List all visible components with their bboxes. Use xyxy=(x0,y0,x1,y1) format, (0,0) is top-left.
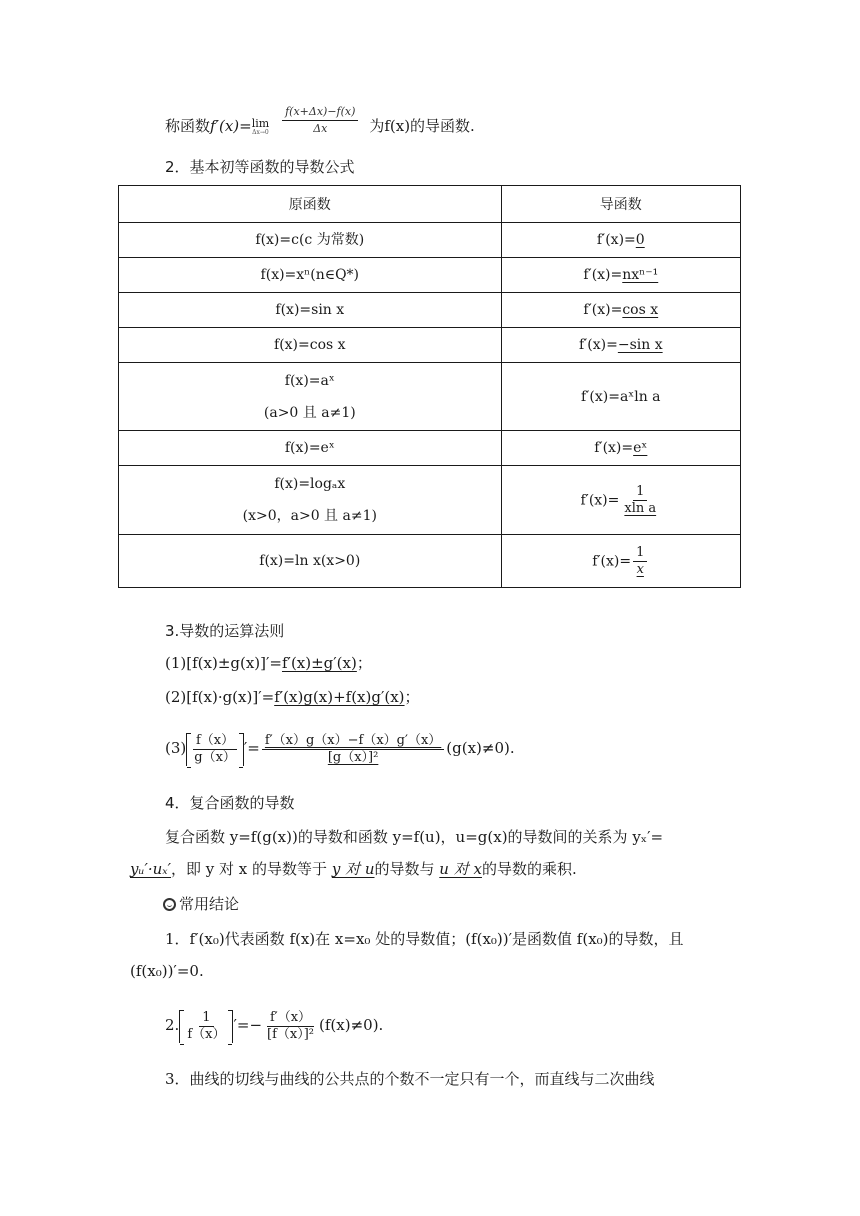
derivative-definition xyxy=(165,104,475,144)
table-row xyxy=(119,363,741,431)
orig-cell: f(x)=c(c 为常数) xyxy=(119,223,502,258)
rule-product: (2)[f(x)·g(x)]′=f′(x)g(x)+f(x)g′(x)； xyxy=(165,688,420,706)
table-row xyxy=(119,535,741,588)
deriv-cell: f′(x)=aˣln a xyxy=(501,363,740,431)
quotient-rule-fraction: $\frac{f'(x)g(x)-f(x)g'(x)}{\text{[g（x）]²}}$ xyxy=(262,733,444,766)
rule-quotient: (3) $\frac{f(x)}{g(x)}$ ′= $\frac{f'(x)g(x)-f(x)g'(x)}{\text{[g（x）]²}}$ (g(x)≠0). xyxy=(165,732,515,765)
intro-prefix: 称函数 xyxy=(165,117,211,135)
header-derivative: 导函数 xyxy=(501,186,740,223)
deriv-fraction: $\frac{1}{x}$ xyxy=(633,545,647,578)
orig-cell: f(x)=ln x(x>0) xyxy=(119,535,502,588)
table-row xyxy=(119,258,741,293)
conclusions-header: 常用结论 xyxy=(163,893,239,915)
table-row xyxy=(119,328,741,363)
intro-fprime: f′(x)= xyxy=(210,117,252,135)
intro-suffix: 为f(x)的导函数. xyxy=(369,117,475,135)
header-original: 原函数 xyxy=(119,186,502,223)
orig-cell: f(x)=logₐx (x>0，a>0 且 a≠1) xyxy=(119,466,502,535)
reciprocal-bracket: $\frac{1}{f(x)}$ xyxy=(179,1010,233,1043)
deriv-cell: f′(x)= $\frac{1}{\text{xln a}}$ xyxy=(501,466,740,535)
composite-line1: 复合函数 y=f(g(x))的导数和函数 y=f(u)，u=g(x)的导数间的关系为 yₓ′= xyxy=(165,828,664,846)
derivative-table xyxy=(118,185,741,588)
conclusion-1-line2: (f(x₀))′=0. xyxy=(130,962,204,980)
deriv-answer: −sin x xyxy=(617,337,663,353)
section3-title: 3.导数的运算法则 xyxy=(165,622,285,640)
table-row xyxy=(119,223,741,258)
reciprocal-fraction: $\frac{f'(x)}{\text{[f（x）]²}}$ xyxy=(267,1009,315,1042)
difference-quotient: $\frac{f(x+\Delta x)-f(x)}{\Delta x}$ xyxy=(273,104,367,137)
deriv-cell: f′(x)=cos x xyxy=(501,293,740,328)
conclusion-2: 2. $\frac{1}{f(x)}$ ′=− $\frac{f'(x)}{\text{[f（x）]²}}$ (f(x)≠0). xyxy=(165,1009,384,1042)
deriv-cell: f′(x)=0 xyxy=(501,223,740,258)
deriv-answer: cos x xyxy=(622,302,659,318)
orig-cell: f(x)=xⁿ(n∈Q*) xyxy=(119,258,502,293)
table-row xyxy=(119,293,741,328)
table-header-row xyxy=(119,186,741,223)
rule-sum-answer: f′(x)±g′(x) xyxy=(281,654,357,672)
rule-sum: (1)[f(x)±g(x)]′=f′(x)±g′(x)； xyxy=(165,654,372,672)
orig-cell: f(x)=cos x xyxy=(119,328,502,363)
deriv-answer: aˣln a xyxy=(619,388,661,405)
smile-icon xyxy=(163,898,176,911)
table-row xyxy=(119,466,741,535)
section4-title: 4．复合函数的导数 xyxy=(165,794,295,812)
orig-cell: f(x)=aˣ (a>0 且 a≠1) xyxy=(119,363,502,431)
deriv-answer: eˣ xyxy=(633,440,648,456)
deriv-cell: f′(x)=−sin x xyxy=(501,328,740,363)
deriv-cell: f′(x)=eˣ xyxy=(501,431,740,466)
deriv-fraction: $\frac{1}{\text{xln a}}$ xyxy=(624,483,657,516)
composite-line2: yᵤ′·uₓ′，即 y 对 x 的导数等于 y 对 u的导数与 u 对 x的导数的乘积. xyxy=(130,860,577,878)
section2-title: 2．基本初等函数的导数公式 xyxy=(165,158,355,176)
table-row xyxy=(119,431,741,466)
orig-cell: f(x)=eˣ xyxy=(119,431,502,466)
limit-symbol: lim Δx→0 xyxy=(251,116,270,136)
deriv-cell: f′(x)=nxⁿ⁻¹ xyxy=(501,258,740,293)
deriv-cell: f′(x)= $\frac{1}{x}$ xyxy=(501,535,740,588)
orig-cell: f(x)=sin x xyxy=(119,293,502,328)
conclusion-3: 3．曲线的切线与曲线的公共点的个数不一定只有一个，而直线与二次曲线 xyxy=(165,1070,655,1088)
conclusion-1-line1: 1．f′(x₀)代表函数 f(x)在 x=x₀ 处的导数值；(f(x₀))′是函数值 f(x₀)的导数，且 xyxy=(165,930,684,948)
deriv-answer: nxⁿ⁻¹ xyxy=(622,267,659,283)
quotient-bracket: $\frac{f(x)}{g(x)}$ xyxy=(186,733,244,766)
deriv-answer: 0 xyxy=(635,232,645,248)
rule-product-answer: f′(x)g(x)+f(x)g′(x) xyxy=(274,688,405,706)
